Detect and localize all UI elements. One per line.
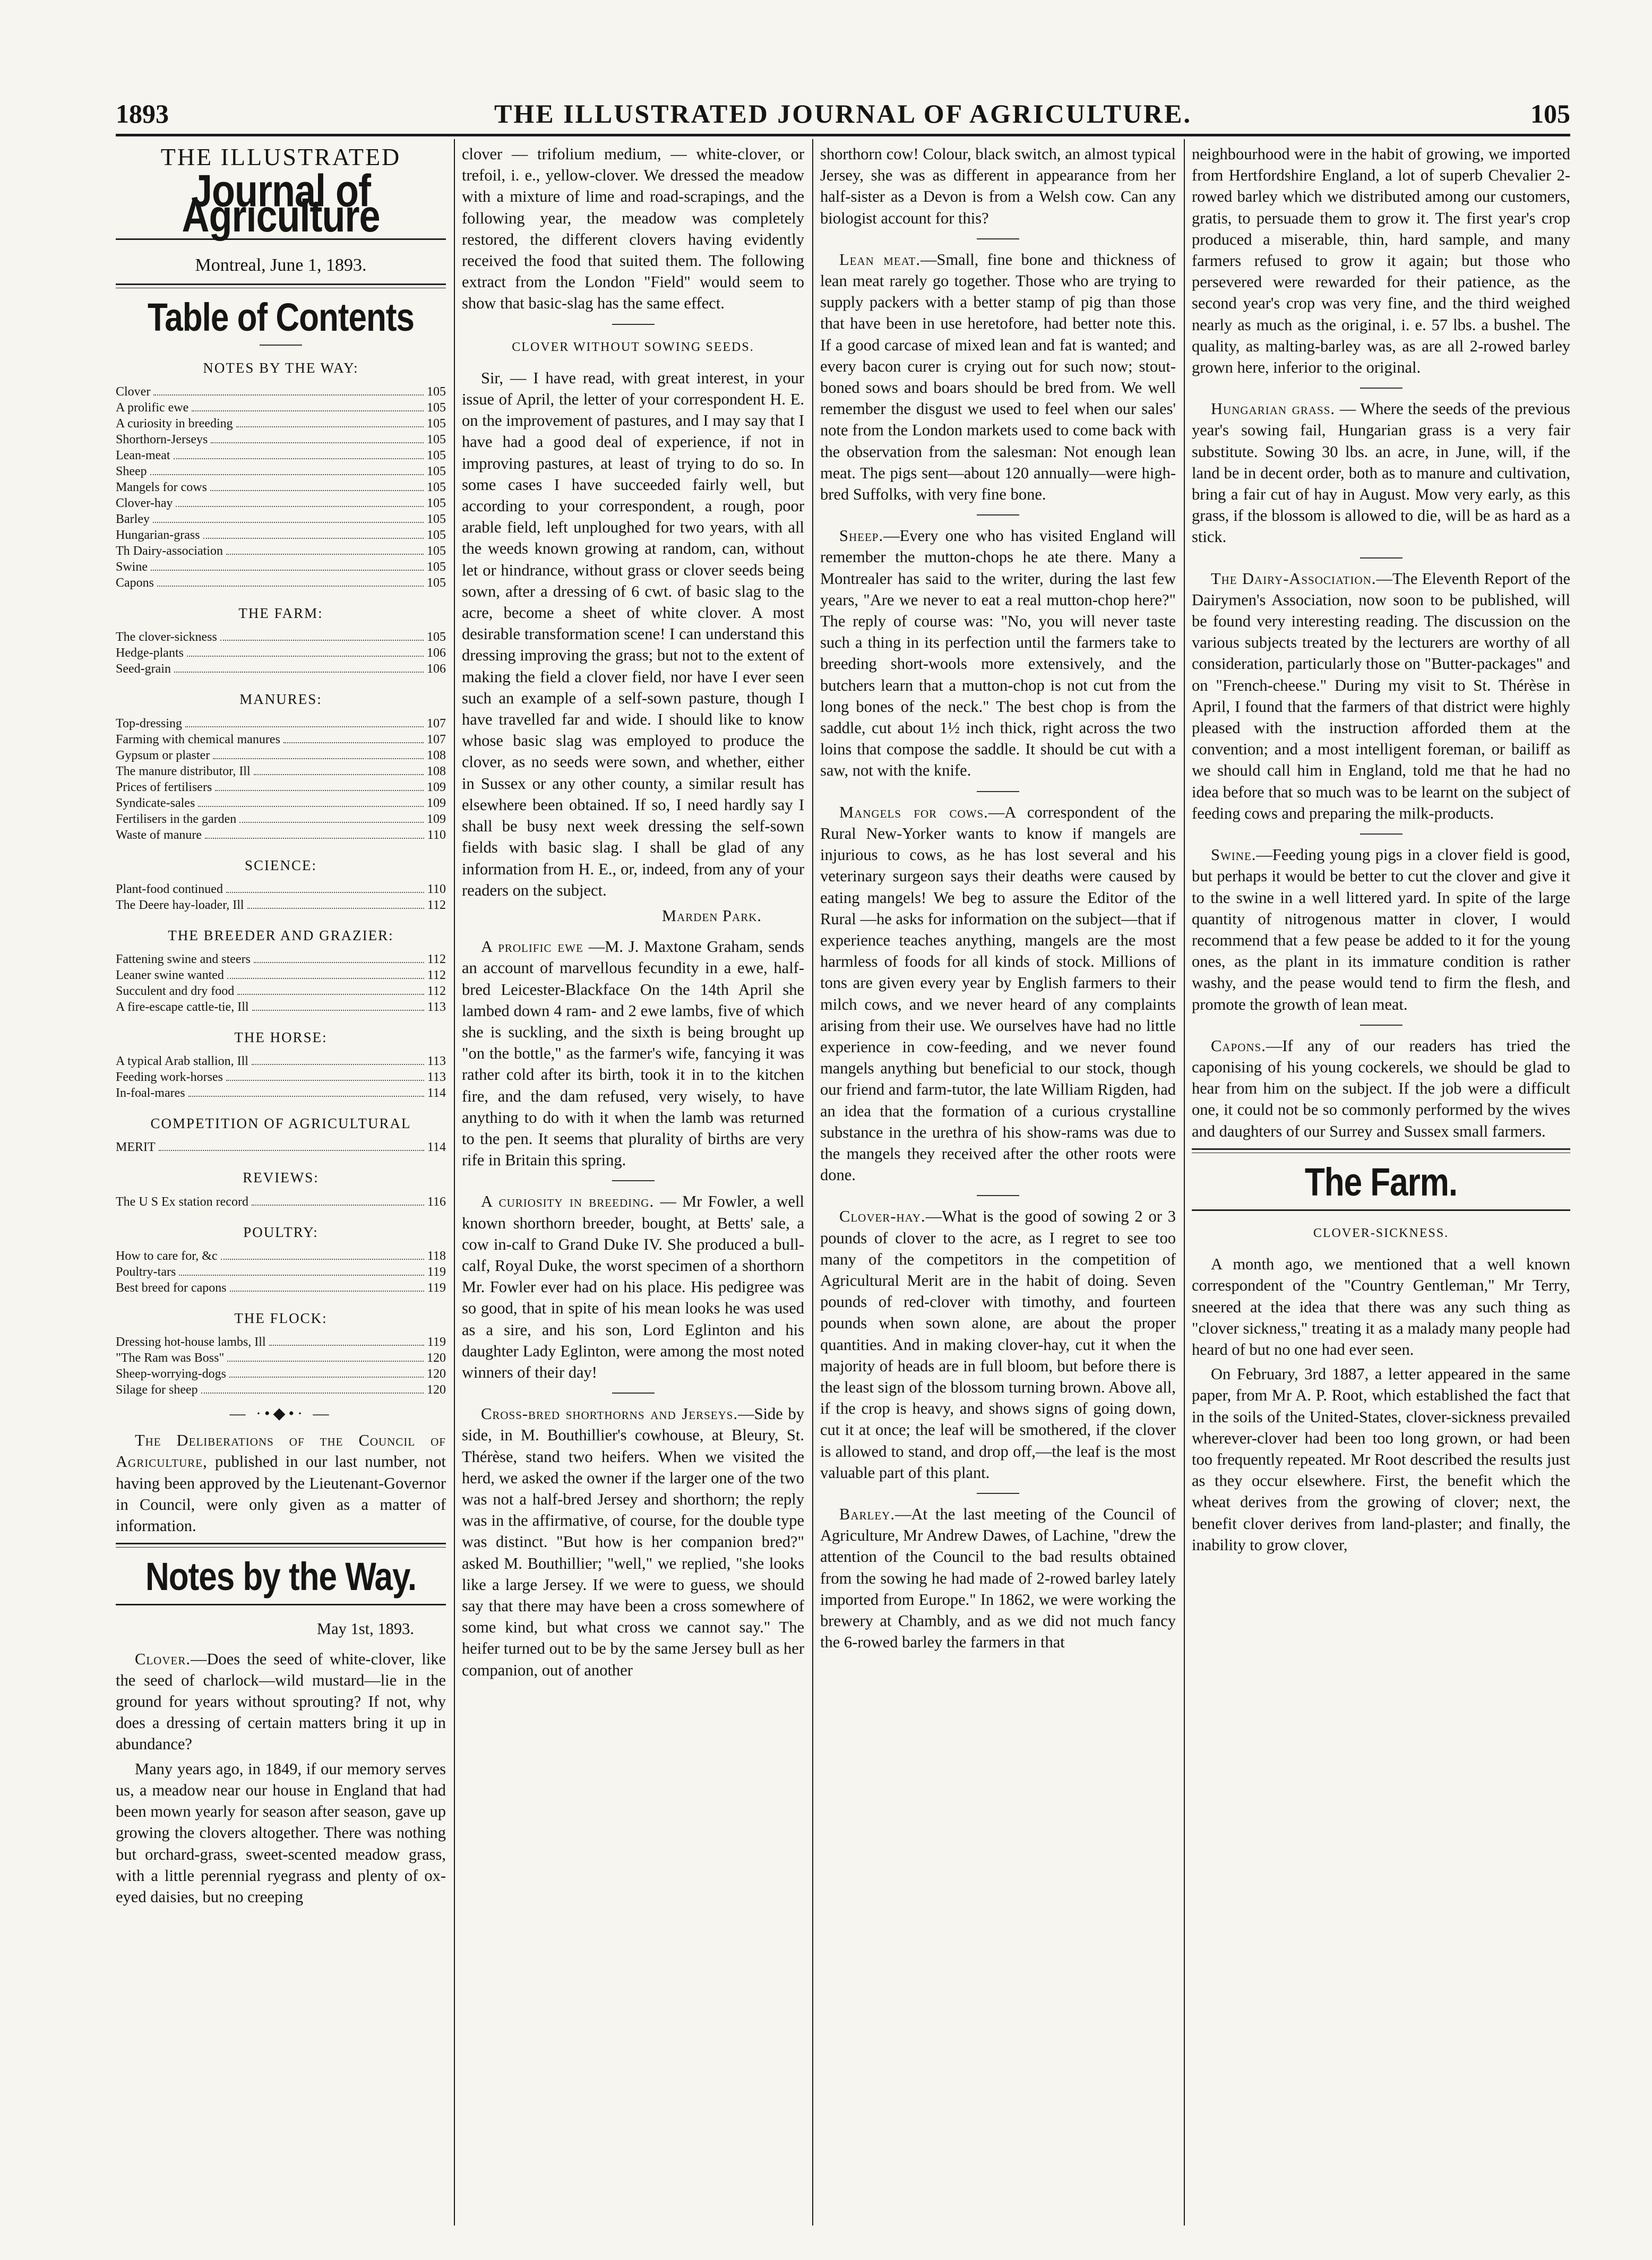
toc-list (116, 951, 446, 1015)
toc-group-heading: COMPETITION OF AGRICULTURAL (150, 1115, 411, 1132)
toc-leader-dots (203, 538, 424, 539)
mangels-body: —A correspondent of the Rural New-Yorker wants to know if mangels are injurious to cows, as he has lost several and his veterinary surgeon says their deaths were caused by eating mangels! We beg to assure the Editor of the Rural —he asks for information on the subject—that if experience teaches anything, mangels are the most harmless of foods for all kinds of stock. Millions of tons are given every year by English farmers to their milch cows, and we never heard of any complaints arising from their use. We ourselves have had no little experience in cow-feeding, and we never found mangels anything but beneficial to our stock, though our friend and farm-tutor, the late William Rigden, had an idea that the formation of a curious crystalline substance in the urethra of his show-rams was due to the mangels they received after the other roots were done. (820, 803, 1176, 1184)
toc-entry-label: Seed-grain (116, 662, 171, 676)
short-rule (977, 238, 1019, 239)
clover-hay-lead: Clover-hay. (839, 1207, 926, 1226)
toc-list (116, 1139, 446, 1155)
masthead-dateline: Montreal, June 1, 1893. (195, 255, 367, 275)
toc-entry-page: 120 (427, 1351, 446, 1365)
toc-leader-dots (226, 892, 424, 893)
toc-entry-page: 109 (427, 780, 446, 794)
toc-entry-page: 105 (427, 576, 446, 590)
toc-leader-dots (188, 1096, 424, 1097)
toc-entry-label: The U S Ex station record (116, 1195, 248, 1209)
toc-entry (116, 661, 446, 677)
mangels-paragraph (820, 802, 1176, 1186)
toc-list (116, 1334, 446, 1398)
toc-entry-page: 105 (427, 433, 446, 447)
notes-date: May 1st, 1893. (317, 1620, 414, 1638)
lean-meat-body: —Small, fine bone and thickness of lean meat rarely go together. Those who are trying to supply packers with a better stamp of pig than those that have been in use heretofore, had better note this. If a good carcase of mixed lean and fat is wanted; and every bacon curer is crying out for such now; stout-boned sows and boars should be bred from. We well remember the disgust we used to feel when our sales' note from the London markets used to come back with the observation from the salesman: Not enough lean meat. The pigs sent—about 120 annually—were high-bred Suffolks, with very fine bone. (820, 250, 1176, 504)
toc-leader-dots (254, 962, 424, 963)
clover-sickness-paragraph-2: On February, 3rd 1887, a letter appeared in the same paper, from Mr A. P. Root, which established the fact that in the soils of the United-States, clover-sickness prevailed wherever-clover had been too long grown, or had been too frequently repeated. Mr Root described the results just as they occur elsewhere. First, the benefit which the wheat derives from the growing of clover; next, the benefit clover derives from land-plaster; and finally, the inability to grow clover, (1192, 1365, 1570, 1554)
toc-leader-dots (153, 522, 424, 523)
toc-entry (116, 999, 446, 1015)
toc-entry (116, 448, 446, 463)
toc-leader-dots (159, 1150, 424, 1151)
header-rule (116, 134, 1570, 136)
toc-leader-dots (210, 490, 424, 491)
toc-entry-page: 120 (427, 1383, 446, 1397)
toc-leader-dots (215, 790, 424, 791)
toc-group-heading: POULTRY: (243, 1224, 319, 1240)
toc-entry-label: How to care for, &c (116, 1249, 218, 1263)
header-year: 1893 (116, 99, 169, 128)
curiosity-body: — Mr Fowler, a well known shorthorn breeder, bought, at Betts' sale, a cow in-calf to Grand Duke IV. She produced a bull-calf, Royal Duke, the worst specimen of a shorthorn Mr. Fowler ever had on his place. His pedigree was so good, that in spite of his mean looks he was used as a sire, and his son, Lord Eglinton and his daughter Lady Eglinton, were among the most noted winners of their day! (462, 1192, 804, 1381)
toc-entry-page: 105 (427, 417, 446, 431)
toc-entry-label: Poultry-tars (116, 1265, 176, 1279)
toc-group-heading: SCIENCE: (244, 857, 317, 873)
toc-entry-label: Th Dairy-association (116, 544, 223, 558)
letter-paragraph: Sir, — I have read, with great interest, in your issue of April, the letter of your correspondent H. E. on the improvement of pastures, and I may say that I have had a good deal of experience, if not in improving pastures, at least of trying to do so. In some cases I have succeeded fairly well, but according to your correspondent, a rough, poor arable field, left unploughed for two years, with all the weeds known growing at random, can, without let or hindrance, without grass or clover seeds being sown, after a dressing of 6 cwt. of basic slag to the acre, become a sheet of white clover. A most desirable transformation scene! I can understand this dressing improving the grass; but not to the extent of making the field a clover field, nor have I ever seen such an example of a self-sown pasture, though I have travelled far and wide. I should like to know whose basic slag was employed to produce the clover, as no seeds were sown, and whether, either in Sussex or any other county, a similar result has elsewhere been obtained. If so, I need hardly say I shall be busy next week dressing the self-sown fields with basic slag. I shall be glad of any information from H. E., or, indeed, from any of your readers on the subject. (462, 368, 804, 899)
toc-entry-label: Plant-food continued (116, 882, 223, 896)
clover-hay-body: —What is the good of sowing 2 or 3 pounds of clover to the acre, as I regret to see too many of the competitors in the competition of Agricultural Merit are in the habit of doing. Seven pounds of red-clover with timothy, and fourteen pounds when sown alone, are about the proper quantities. And in making clover-hay, cut it when the majority of heads are in full bloom, but before there is the least sign of the blossom turning brown. Above all, if the crop is heavy, and shows signs of going down, cut it at once; the leaf will be smothered, if the clover is allowed to stand, and drop off,—the leaf is the most valuable part of this plant. (820, 1207, 1176, 1482)
toc-entry-label: In-foal-mares (116, 1086, 185, 1101)
clover-sickness-paragraph: A month ago, we mentioned that a well known correspondent of the "Country Gentleman," Mr Terry, sneered at the idea that there was any such thing as "clover sickness," treating it as a malady many people had heard of but no one had ever seen. (1192, 1255, 1570, 1359)
curiosity-paragraph (462, 1191, 804, 1383)
article-subhead: CLOVER WITHOUT SOWING SEEDS. (512, 340, 754, 354)
short-rule (977, 1195, 1019, 1196)
toc-entry-label: Capons (116, 576, 154, 590)
toc-entry-label: Fattening swine and steers (116, 952, 251, 967)
toc-entry-label: Lean-meat (116, 449, 170, 463)
toc-entry-label: Syndicate-sales (116, 796, 195, 810)
toc-entry (116, 827, 446, 843)
toc-entry-page: 112 (427, 898, 446, 912)
toc-entry (116, 1280, 446, 1296)
toc-leader-dots (220, 640, 424, 641)
toc-group-heading: REVIEWS: (243, 1170, 319, 1186)
toc-entry-label: Hungarian-grass (116, 528, 200, 543)
toc-entry (116, 543, 446, 559)
toc-leader-dots (174, 672, 424, 673)
header-title: THE ILLUSTRATED JOURNAL OF AGRICULTURE. (494, 99, 1192, 128)
toc-entry-page: 107 (427, 732, 446, 746)
toc-leader-dots (185, 726, 424, 727)
header-page-number: 105 (1530, 99, 1570, 128)
toc-entry (116, 795, 446, 811)
toc-leader-dots (227, 978, 424, 979)
prolific-ewe-paragraph (462, 936, 804, 1171)
toc-entry (116, 897, 446, 913)
toc-entry-page: 118 (427, 1249, 446, 1263)
toc-list (116, 881, 446, 913)
toc-group-heading: NOTES BY THE WAY: (203, 360, 359, 376)
clover-hay-paragraph (820, 1206, 1176, 1483)
toc-leader-dots (153, 394, 424, 396)
toc-entry-label: Hedge-plants (116, 646, 184, 660)
hungarian-paragraph (1192, 398, 1570, 547)
toc-leader-dots (213, 758, 424, 759)
toc-group-heading: THE FARM: (238, 605, 323, 622)
toc-entry-page: 105 (427, 544, 446, 558)
toc-entry-label: The Deere hay-loader, Ill (116, 898, 244, 912)
toc-entry-page: 110 (427, 828, 446, 842)
dairy-body: —The Eleventh Report of the Dairymen's Association, now soon to be published, will be found very interesting reading. The discussion on the various subjects treated by the lecturers are worthy of all consideration, particularly those on "Butter-packages" and on "French-cheese." During my visit to St. Thérèse in April, I found that the farmers of that district were highly pleased with the instruction afforded them at the convention; and a most intelligent foreman, or bailiff as we should call him in England, told me that he had no idea before that so much was to be learnt on the subject of feeding cows and preparing the milk-products. (1192, 569, 1570, 822)
toc-entry-label: A fire-escape cattle-tie, Ill (116, 1000, 249, 1015)
clover-sickness-subhead: CLOVER-SICKNESS. (1313, 1226, 1449, 1240)
short-rule (260, 345, 302, 346)
toc-entry (116, 527, 446, 543)
toc-entry (116, 416, 446, 432)
toc-entry-page: 113 (427, 1054, 446, 1069)
masthead-line1: THE ILLUSTRATED (160, 143, 401, 170)
toc-entry-label: Clover (116, 385, 151, 399)
toc-group-heading: MANURES: (239, 691, 322, 708)
toc-entry-label: Sheep-worrying-dogs (116, 1367, 226, 1381)
toc-entry (116, 432, 446, 448)
crossbred-paragraph (462, 1403, 804, 1681)
toc-leader-dots (187, 656, 424, 657)
toc-entry (116, 951, 446, 967)
toc-entry (116, 1194, 446, 1210)
toc-entry-label: Waste of manure (116, 828, 202, 842)
toc-entry-page: 106 (427, 662, 446, 676)
toc-entry-page: 113 (427, 1070, 446, 1085)
column-1 (116, 143, 446, 2246)
toc-group-heading: THE HORSE: (234, 1029, 328, 1046)
toc-leader-dots (205, 838, 424, 839)
toc-entry (116, 811, 446, 827)
toc-entry (116, 1366, 446, 1382)
toc-entry (116, 384, 446, 400)
toc-entry-label: Shorthorn-Jerseys (116, 433, 208, 447)
toc-leader-dots (247, 908, 424, 909)
toc-entry-page: 119 (427, 1335, 446, 1350)
toc-leader-dots (236, 426, 424, 427)
toc-entry (116, 479, 446, 495)
toc-entry (116, 779, 446, 795)
toc-entry (116, 495, 446, 511)
double-rule (1192, 1148, 1570, 1153)
toc-entry-label: Prices of fertilisers (116, 780, 212, 794)
toc-entry-label: Sheep (116, 465, 147, 479)
swine-body: —Feeding young pigs in a clover field is good, but perhaps it would be better to cut the clover and give it to the swine in a well littered yard. In spite of the large quantity of nitrogenous matter in clover, I would recommend that a few pease be added to it for the young ones, as the plant in its immature condition is rather washy, and the pease would tend to firm the flesh, and promote the growth of lean meat. (1192, 846, 1570, 1013)
swine-lead: Swine. (1211, 846, 1257, 864)
toc-list (116, 1248, 446, 1296)
table-of-contents (116, 357, 446, 1398)
toc-entry-page: 119 (427, 1281, 446, 1295)
toc-entry (116, 732, 446, 747)
capons-paragraph (1192, 1035, 1570, 1142)
toc-entry-page: 112 (427, 984, 446, 999)
toc-leader-dots (269, 1345, 424, 1346)
toc-entry (116, 575, 446, 591)
sheep-paragraph (820, 525, 1176, 781)
toc-leader-dots (201, 1393, 424, 1394)
toc-list (116, 1053, 446, 1101)
toc-entry-page: 108 (427, 764, 446, 778)
toc-entry-page: 116 (427, 1195, 446, 1209)
hungarian-body: — Where the seeds of the previous year's sowing fail, Hungarian grass is a very fair substitute. Sowing 30 lbs. an acre, in June, will, if the land be in decent order, both as to manure and cultivation, bring a fair cut of hay in August. Mow very early, as this grass, if the blossom is allowed to die, will be as hard as a stick. (1192, 400, 1570, 546)
lean-meat-lead: Lean meat. (839, 250, 920, 269)
clover-paragraph (116, 1648, 446, 1755)
toc-entry (116, 400, 446, 416)
short-rule (612, 1180, 655, 1181)
toc-entry-label: Gypsum or plaster (116, 748, 210, 762)
toc-entry (116, 559, 446, 575)
column-divider (454, 139, 455, 2225)
column-4 (1192, 143, 1570, 2246)
toc-entry-page: 112 (427, 968, 446, 983)
toc-entry-page: 119 (427, 1265, 446, 1279)
toc-group-heading: THE FLOCK: (234, 1310, 328, 1326)
toc-entry-page: 114 (427, 1140, 446, 1155)
toc-entry-page: 106 (427, 646, 446, 660)
toc-entry-label: Best breed for capons (116, 1281, 227, 1295)
toc-leader-dots (150, 474, 424, 475)
letter-signature: Marden Park. (661, 906, 762, 925)
toc-leader-dots (179, 1275, 424, 1276)
toc-entry-page: 120 (427, 1367, 446, 1381)
lean-meat-paragraph (820, 249, 1176, 505)
toc-leader-dots (237, 994, 424, 995)
toc-entry-label: Barley (116, 512, 150, 527)
toc-entry-label: A prolific ewe (116, 401, 189, 415)
toc-entry (116, 1053, 446, 1069)
section-rule (116, 1604, 446, 1605)
dairy-paragraph (1192, 568, 1570, 824)
article-paragraph: shorthorn cow! Colour, black switch, an almost typical Jersey, she was as different in appearance from her half-sister as a Devon is from a Welsh cow. Can any biologist account for this? (820, 145, 1176, 227)
notes-heading: Notes by the Way. (145, 1555, 417, 1600)
sheep-body: —Every one who has visited England will remember the mutton-chops he ate there. Many a Montrealer has said to the writer, during the last few years, "Are we never to eat a real mutton-chop here?" The reply of course was: "No, you will never taste such a thing in its perfection until the farmers take to breeding short-wools more extensively, and the butchers learn that a mutton-chop is not cut from the long bones of the neck." The best chop is from the saddle, cut about 1½ inch thick, right across the two loins that compose the saddle. It should be cut with a saw, not with the knife. (820, 527, 1176, 780)
short-rule (1360, 1025, 1403, 1026)
toc-group-heading: THE BREEDER AND GRAZIER: (168, 927, 394, 943)
double-rule (116, 1543, 446, 1548)
council-notice (116, 1430, 446, 1536)
toc-leader-dots (151, 570, 424, 571)
toc-leader-dots (252, 1010, 424, 1011)
toc-entry (116, 1350, 446, 1366)
toc-entry-page: 105 (427, 465, 446, 479)
toc-entry-page: 105 (427, 401, 446, 415)
toc-leader-dots (229, 1377, 424, 1378)
toc-leader-dots (254, 774, 424, 775)
crossbred-lead: Cross-bred shorthorns and Jerseys. (481, 1405, 738, 1423)
toc-entry (116, 967, 446, 983)
mangels-lead: Mangels for cows. (839, 803, 988, 821)
toc-entry (116, 1248, 446, 1264)
toc-entry-page: 105 (427, 480, 446, 495)
ornament-divider: — ·•◆•· — (229, 1405, 332, 1423)
toc-entry (116, 1382, 446, 1398)
double-rule (116, 283, 446, 288)
toc-leader-dots (198, 806, 424, 807)
toc-entry-label: The clover-sickness (116, 630, 217, 645)
toc-entry-label: Clover-hay (116, 496, 173, 511)
capons-body: —If any of our readers has tried the caponising of his young cockerels, we should be glad to hear from him on the subject. If the job were a difficult one, it could not be so commonly performed by the wives and daughters of our Surrey and Sussex small farmers. (1192, 1036, 1570, 1140)
toc-leader-dots (176, 506, 424, 507)
toc-entry (116, 1334, 446, 1350)
barley-body: —At the last meeting of the Council of Agriculture, Mr Andrew Dawes, of Lachine, "drew the attention of the Council to the bad results obtained from the sowing he had made of 2-rowed barley lately imported from Europe." In 1862, we were working the brewery at Chambly, and as we did not much fancy the 6-rowed barley the farmers in that (820, 1505, 1176, 1652)
toc-entry-label: "The Ram was Boss" (116, 1351, 225, 1365)
toc-entry-page: 105 (427, 449, 446, 463)
council-body: published in our last number, not having been approved by the Lieutenant-Governor in Council, were only given as a matter of information. (116, 1453, 446, 1535)
toc-entry (116, 463, 446, 479)
toc-leader-dots (239, 822, 424, 823)
toc-entry-label: A typical Arab stallion, Ill (116, 1054, 248, 1069)
short-rule (977, 514, 1019, 515)
toc-entry-page: 109 (427, 796, 446, 810)
prolific-ewe-body: —M. J. Maxtone Graham, sends an account of marvellous fecundity in a ewe, half-bred Leicester-Blackface On the 14th April she lambed down 4 ram- and 2 ewe lambs, five of which she is suckling, and the sixth is being brought up "on the bottle," as the farmer's wife, fancying it was rather cold after its birth, took it in to the kitchen fire, and the dam refused, very wisely, to have anything to do with it when the lamb was returned to the pen. It seems that plurality of births are very rife in Britain this spring. (462, 938, 804, 1170)
toc-leader-dots (283, 742, 424, 743)
short-rule (1360, 557, 1403, 558)
capons-lead: Capons. (1211, 1036, 1266, 1055)
toc-entry (116, 747, 446, 763)
barley-lead: Barley. (839, 1505, 895, 1523)
article-paragraph: clover — trifolium medium, — white-clover, or trefoil, i. e., yellow-clover. We dressed the meadow with a mixture of lime and road-scrapings, and the following year, the meadow was completely restored, the different clovers having evidently received the food that suited them. The following extract from the London "Field" would seem to show that basic-slag has the same effect. (462, 145, 804, 313)
toc-entry-page: 105 (427, 630, 446, 645)
short-rule (612, 1393, 655, 1394)
toc-entry-label: Succulent and dry food (116, 984, 235, 999)
toc-entry (116, 1264, 446, 1280)
prolific-ewe-lead: A prolific ewe (481, 938, 583, 956)
toc-entry-page: 109 (427, 812, 446, 826)
toc-leader-dots (226, 1080, 424, 1081)
section-rule (1192, 1209, 1570, 1211)
toc-entry (116, 1085, 446, 1101)
toc-list (116, 716, 446, 843)
sheep-lead: Sheep. (839, 527, 884, 545)
toc-leader-dots (192, 410, 424, 411)
short-rule (1360, 388, 1403, 389)
toc-entry-page: 105 (427, 385, 446, 399)
toc-leader-dots (252, 1205, 424, 1206)
dairy-lead: The Dairy-Association. (1211, 569, 1376, 588)
toc-entry-page: 112 (427, 952, 446, 967)
toc-list (116, 629, 446, 677)
toc-entry-page: 105 (427, 512, 446, 527)
toc-entry-page: 114 (427, 1086, 446, 1101)
toc-leader-dots (226, 554, 424, 555)
clover-paragraph-2: Many years ago, in 1849, if our memory serves us, a meadow near our house in England that had been mown yearly for season after season, gave up growing the clovers altogether. There was nothing but orchard-grass, sweet-scented meadow grass, with a little perennial ryegrass and plenty of ox-eyed daisies, but no creeping (116, 1759, 446, 1906)
toc-entry-label: Top-dressing (116, 716, 182, 731)
toc-entry-label: Feeding work-horses (116, 1070, 223, 1085)
toc-leader-dots (221, 1259, 424, 1260)
toc-entry-page: 108 (427, 748, 446, 762)
short-rule (1360, 833, 1403, 835)
toc-entry (116, 1139, 446, 1155)
toc-entry-label: Swine (116, 560, 148, 574)
toc-leader-dots (230, 1291, 424, 1292)
hungarian-lead: Hungarian grass. (1211, 400, 1336, 418)
clover-body: —Does the seed of white-clover, like the seed of charlock—wild mustard—lie in the ground for years without sprouting? If not, why does a dressing of certain matters bring it up in abundance? (116, 1649, 446, 1754)
crossbred-body: —Side by side, in M. Bouthillier's cowhouse, at Bleury, St. Thérèse, stand two heifers. When we visited the herd, we asked the owner if the larger one of the two was not a half-bred Jersey and shorthorn; the reply was in the affirmative, of course, for the double type was distinct. "But how is her companion bred?" asked M. Bouthillier; "well," we replied, "she looks like a large Jersey. If we were to guess, we should say that there may have been a cross somewhere of some kind, but what cross we cannot say." The heifer turned out to be by the same Jersey bull as her companion, out of another (462, 1405, 804, 1679)
column-2 (462, 143, 804, 2246)
toc-entry-label: Dressing hot-house lambs, Ill (116, 1335, 266, 1350)
toc-leader-dots (174, 458, 424, 459)
curiosity-lead: A curiosity in breeding. (481, 1192, 655, 1211)
farm-heading: The Farm. (1304, 1160, 1458, 1205)
toc-leader-dots (157, 586, 424, 587)
toc-leader-dots (227, 1361, 424, 1362)
toc-entry-page: 113 (427, 1000, 446, 1015)
toc-entry (116, 645, 446, 661)
toc-entry (116, 881, 446, 897)
toc-entry-label: The manure distributor, Ill (116, 764, 251, 778)
short-rule (977, 1493, 1019, 1494)
toc-title: Table of Contents (148, 295, 414, 340)
toc-entry-label: Silage for sheep (116, 1383, 198, 1397)
toc-entry (116, 511, 446, 527)
toc-entry-page: 110 (427, 882, 446, 896)
toc-entry-label: Leaner swine wanted (116, 968, 224, 983)
toc-list (116, 384, 446, 591)
column-3 (820, 143, 1176, 2246)
toc-leader-dots (211, 442, 424, 443)
article-paragraph: neighbourhood were in the habit of growing, we imported from Hertfordshire England, a lot of superb Chevalier 2-rowed barley which we distributed among our customers, gratis, to persuade them to grow it. The first year's crop produced a miserable, thin, hard sample, and many farmers refused to grow it again; but those who persevered were rewarded for their patience, as the second year's crop was very fine, and the third weighed nearly as much as the original, i. e. 57 lbs. a bushel. The quality, as malting-barley was, as are all 2-rowed barley grown here, inferior to the original. (1192, 145, 1570, 377)
toc-leader-dots (252, 1064, 424, 1065)
swine-paragraph (1192, 844, 1570, 1015)
toc-entry (116, 763, 446, 779)
toc-entry-label: Farming with chemical manures (116, 732, 280, 746)
short-rule (612, 324, 655, 325)
short-rule (977, 791, 1019, 792)
column-divider (812, 139, 813, 2225)
toc-entry-label: MERIT (116, 1140, 156, 1155)
toc-entry-page: 105 (427, 528, 446, 543)
toc-entry (116, 1069, 446, 1085)
toc-entry (116, 716, 446, 732)
council-lead: The Deliberations of the Council of Agriculture, (116, 1431, 446, 1471)
toc-entry-label: A curiosity in breeding (116, 417, 233, 431)
running-header (116, 94, 1570, 133)
column-divider (1184, 139, 1185, 2225)
barley-paragraph (820, 1503, 1176, 1653)
masthead-title: Journal of Agriculture (182, 166, 380, 242)
toc-entry-page: 107 (427, 716, 446, 731)
toc-list (116, 1194, 446, 1210)
clover-lead: Clover. (135, 1649, 191, 1668)
toc-entry-page: 105 (427, 496, 446, 511)
toc-entry (116, 983, 446, 999)
toc-entry-page: 105 (427, 560, 446, 574)
toc-entry-label: Mangels for cows (116, 480, 207, 495)
toc-entry-label: Fertilisers in the garden (116, 812, 237, 826)
toc-entry (116, 629, 446, 645)
